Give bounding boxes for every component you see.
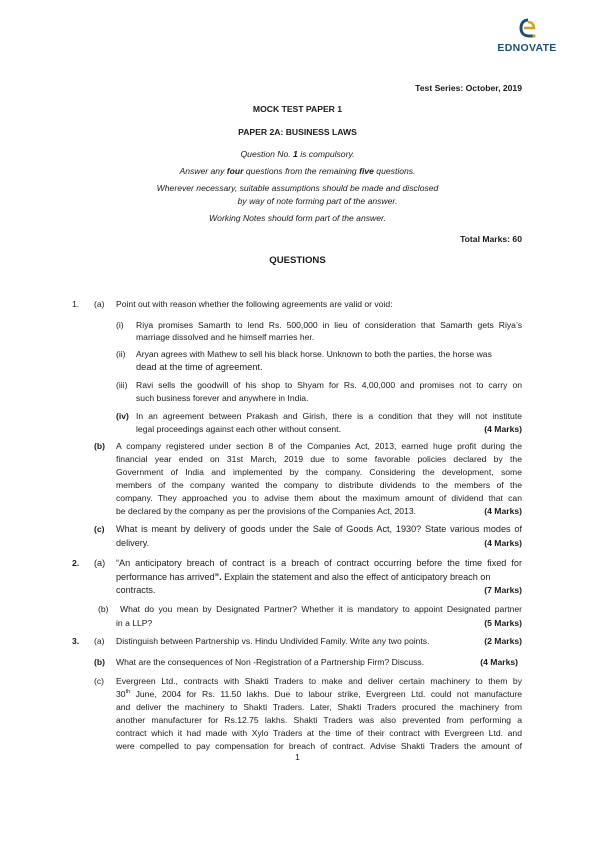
instruction-assumptions-1: Wherever necessary, suitable assumptions should be made and disclosed [156, 183, 439, 193]
q2b-line1: What do you mean by Designated Partner? Whether it is mandatory to appoint Designated partner [120, 604, 522, 614]
q2a-label: (a) [94, 558, 106, 568]
ednovate-logo-icon [519, 18, 537, 40]
q1b-line1: A company registered under section 8 of the Companies Act, 2013, earned huge profit during the [116, 441, 522, 451]
instruction-answer: Answer any four questions from the remaining five questions. [179, 166, 416, 176]
q3c-label: (c) [94, 676, 105, 686]
instruction-assumptions-2: by way of note forming part of the answer. [237, 196, 398, 206]
q3-number: 3. [72, 636, 80, 646]
q1a-ii-label: (ii) [116, 349, 126, 359]
total-marks: Total Marks: 60 [460, 234, 522, 244]
ednovate-logo [489, 18, 565, 60]
q1a-iv-line2: legal proceedings against each other without consent. [136, 424, 341, 434]
q1a-iv-label: (iv) [116, 411, 129, 421]
q3c-line6: were compelled to pay compensation for breach of contract. Advise Shakti Traders the amount of [116, 741, 522, 751]
q1-number: 1. [72, 299, 80, 309]
q3a-marks: (2 Marks) [484, 636, 522, 646]
q3c-line3: and deliver the machinery to Shakti Traders. Later, Shakti Traders procured the machinery from [116, 702, 522, 712]
q2a-line3: contracts. [116, 585, 156, 595]
q2a-marks: (7 Marks) [484, 585, 522, 595]
q3c-line2: 30th June, 2004 for Rs. 11.50 lakhs. Due to labour strike, Evergreen Ltd. could not manufacture [116, 689, 522, 699]
instruction-working-notes: Working Notes should form part of the answer. [209, 213, 386, 223]
q1a-i-line1: Riya promises Samarth to lend Rs. 500,000 in lieu of consideration that Samarth gets Riya’s [136, 320, 522, 330]
q2b-line2: in a LLP? [116, 618, 153, 628]
questions-heading: QUESTIONS [269, 255, 326, 266]
q2a-line1: “An anticipatory breach of contract is a breach of contract occurring before the time fixed for [116, 558, 522, 568]
q3c-line1: Evergreen Ltd., contracts with Shakti Traders to make and deliver certain machinery to them by [116, 676, 522, 686]
logo-wordmark: EDNOVATE [497, 42, 557, 54]
q1c-line2: delivery. [116, 538, 150, 548]
q1b-line4: members of the company wanted the company to distribute dividends to the members of the [116, 480, 522, 490]
q1a-text: Point out with reason whether the following agreements are valid or void: [116, 299, 393, 309]
q1a-ii-line2: dead at the time of agreement. [136, 362, 263, 372]
q2b-marks: (5 Marks) [484, 618, 522, 628]
q1a-iii-line1: Ravi sells the goodwill of his shop to Shyam for Rs. 4,00,000 and promises not to carry on [136, 380, 522, 390]
q2a-line2: performance has arrived”. Explain the statement and also the effect of anticipatory breach on [116, 572, 491, 582]
q3a-text: Distinguish between Partnership vs. Hindu Undivided Family. Write any two points. [116, 636, 430, 646]
page-number: 1 [295, 752, 300, 762]
q1a-ii-line1: Aryan agrees with Mathew to sell his black horse. Unknown to both the parties, the horse was [136, 349, 492, 359]
q1a-i-line2: marriage dissolved and he himself marries her. [136, 332, 315, 342]
q1b-marks: (4 Marks) [484, 506, 522, 516]
test-series: Test Series: October, 2019 [415, 83, 522, 93]
q1b-line2: financial year ended on 31st March, 2019 due to some favorable policies declared by the [116, 454, 522, 464]
q3b-text: What are the consequences of Non -Registration of a Partnership Firm? Discuss. [116, 657, 425, 667]
q1c-line1: What is meant by delivery of goods under the Sale of Goods Act, 1930? State various modes of [116, 524, 522, 534]
q2b-label: (b) [98, 604, 109, 614]
q1a-label: (a) [94, 299, 105, 309]
paper-title-2: PAPER 2A: BUSINESS LAWS [238, 127, 357, 137]
q1a-iv-line1: In an agreement between Prakash and Girish, there is a condition that they will not institute [136, 411, 522, 421]
instruction-compulsory: Question No. 1 is compulsory. [240, 149, 355, 159]
q1a-iii-line2: such business forever and anywhere in India. [136, 393, 309, 403]
q1b-line6: be declared by the company as per the provisions of the Companies Act, 2013. [116, 506, 417, 516]
q1c-marks: (4 Marks) [484, 538, 522, 548]
q1a-i-label: (i) [116, 320, 124, 330]
q3b-marks: (4 Marks) [480, 657, 518, 667]
q1b-label: (b) [94, 441, 105, 451]
q3c-line4: another manufacturer for Rs.12.75 lakhs. Shakti Traders was also prevented from performing a [116, 715, 522, 725]
q3c-line5: contract which it had made with Xylo Traders at the time of their contract with Evergreen Ltd. and [116, 728, 522, 738]
q2-number: 2. [72, 558, 80, 568]
q1b-line5: company. They approached you to advise them about the maximum amount of dividend that can [116, 493, 522, 503]
q3b-label: (b) [94, 657, 105, 667]
q1b-line3: Government of India and implemented by the company. Considering the development, some [116, 467, 522, 477]
q1c-label: (c) [94, 524, 105, 534]
q1a-iii-label: (iii) [116, 380, 128, 390]
paper-title-1: MOCK TEST PAPER 1 [252, 104, 343, 114]
q1a-marks: (4 Marks) [484, 424, 522, 434]
q3a-label: (a) [94, 636, 105, 646]
